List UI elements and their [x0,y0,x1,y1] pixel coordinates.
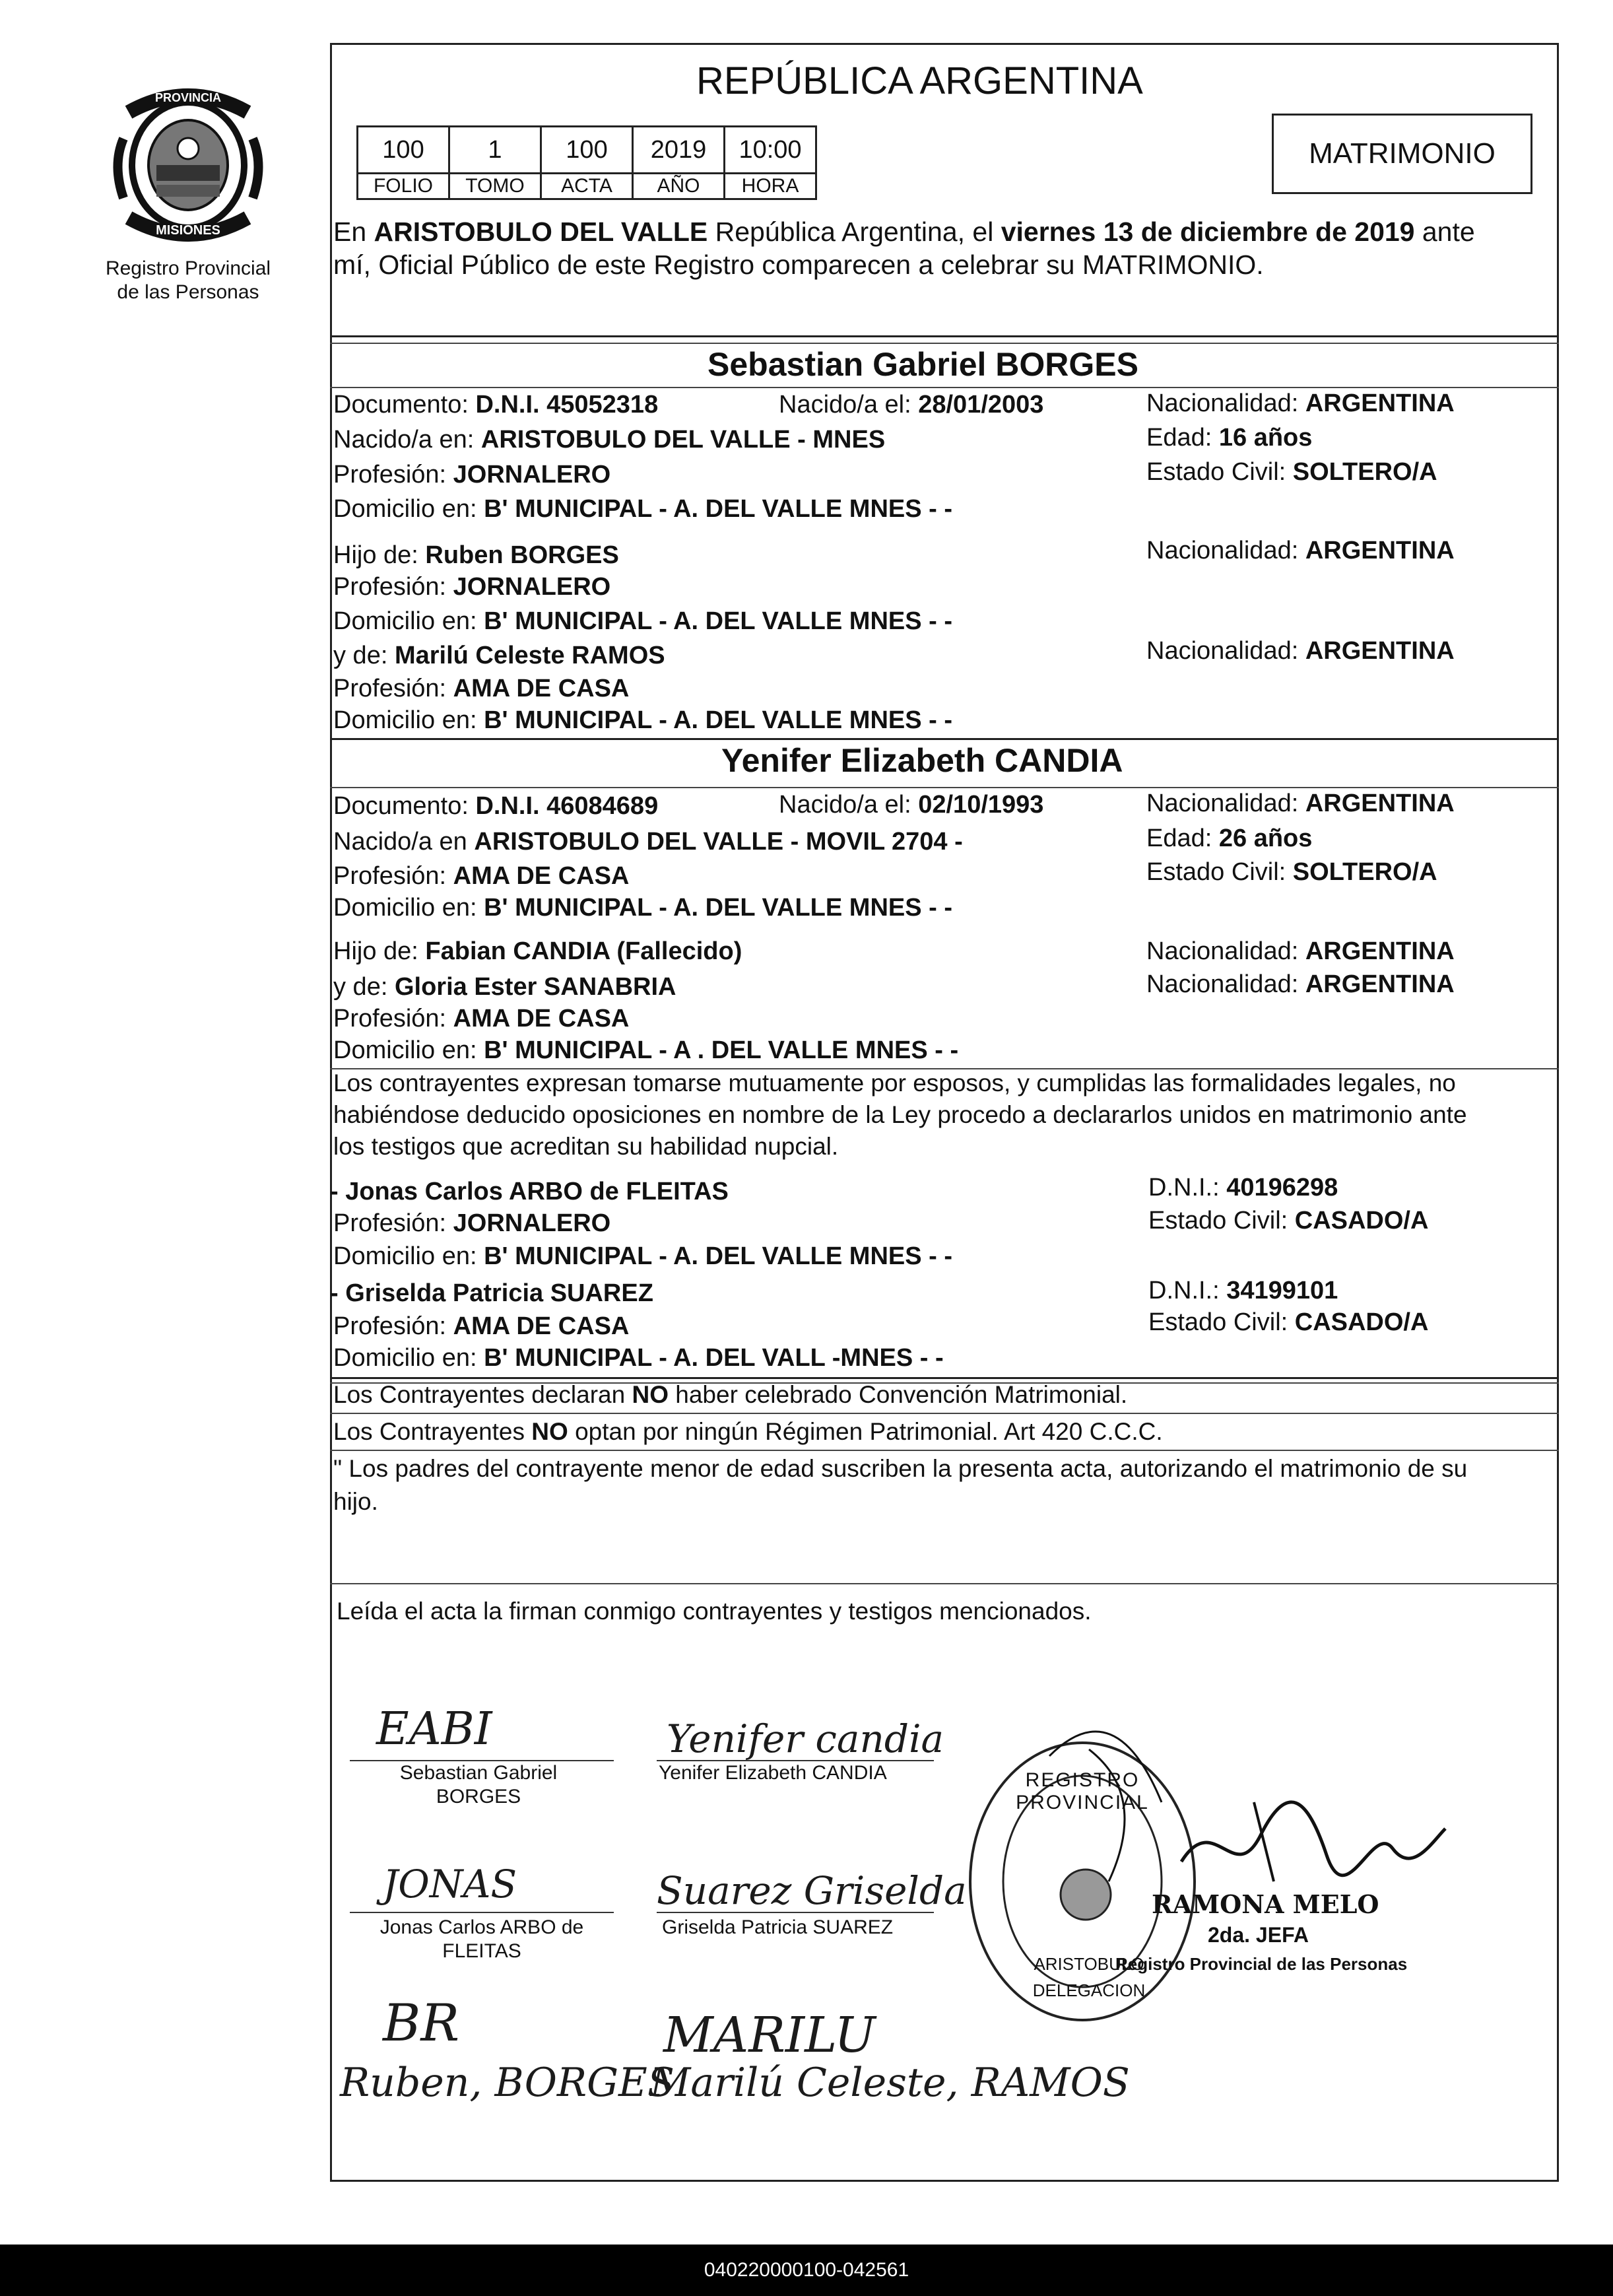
witness2-domicile: Domicilio en: B' MUNICIPAL - A. DEL VALL -MNES - - [333,1344,944,1372]
witness1-name: - Jonas Carlos ARBO de FLEITAS [330,1178,729,1205]
seal-caption-2: de las Personas [117,281,259,303]
sig1-caption-2: BORGES [436,1786,521,1807]
divider [330,335,1559,337]
seal-top-text: PROVINCIA DE [154,91,221,118]
divider [330,1450,1559,1451]
record-type-box [1272,114,1532,194]
witness1-civil-status: Estado Civil: CASADO/A [1148,1207,1429,1234]
record-type: MATRIMONIO [1309,137,1496,170]
signature-6: Ruben, BORGES [340,2060,675,2106]
stamp-inner-text-2: DELEGACION [1032,1980,1146,2000]
c1-age: Edad: 16 años [1146,424,1313,452]
signature-5: BR [383,1994,460,2053]
declaration-line-3: los testigos que acreditan su habilidad nupcial. [333,1133,839,1160]
witness2-profession: Profesión: AMA DE CASA [333,1312,630,1340]
c1-mother: y de: Marilú Celeste RAMOS [333,642,665,669]
signature-7: MARILU [663,2007,876,2064]
regime-line-2: Los Contrayentes NO optan por ningún Régimen Patrimonial. Art 420 C.C.C. [333,1418,1163,1445]
officer-name: RAMONA MELO [1152,1889,1379,1919]
c2-profession: Profesión: AMA DE CASA [333,862,630,890]
c1-mother-profession: Profesión: AMA DE CASA [333,675,630,702]
signature-1: EABI [376,1703,492,1755]
officer-role: 2da. JEFA [1208,1923,1309,1947]
seal-bottom-text: MISIONES [156,223,220,238]
c1-nationality: Nacionalidad: ARGENTINA [1146,389,1455,417]
hora-value: 10:00 [725,127,816,174]
page-title: REPÚBLICA ARGENTINA [696,59,1143,102]
c2-document: Documento: D.N.I. 46084689 [333,792,659,820]
stamp-ring-text: REGISTRO PROVINCIAL [1016,1769,1149,1813]
c2-nationality: Nacionalidad: ARGENTINA [1146,790,1455,817]
witness1-profession: Profesión: JORNALERO [333,1209,611,1237]
seal-caption-1: Registro Provincial [105,257,271,279]
signature-8: Marilú Celeste, RAMOS [650,2060,1130,2106]
registry-seal [109,86,267,251]
sig3-caption-2: FLEITAS [442,1940,521,1962]
intro-line-2: mí, Oficial Público de este Registro comparecen a celebrar su MATRIMONIO. [333,250,1264,280]
c1-document: Documento: D.N.I. 45052318 [333,391,659,419]
officer-signature [1175,1782,1452,1904]
note-line-1: " Los padres del contrayente menor de edad suscriben la presenta acta, autorizando el matrimonio de su [333,1455,1468,1482]
signature-line [350,1912,614,1913]
note-line-2: hijo. [333,1488,378,1515]
tomo-label: TOMO [449,174,541,199]
c1-profession: Profesión: JORNALERO [333,461,611,489]
acta-value: 100 [541,127,633,174]
intro-line-1: En ARISTOBULO DEL VALLE República Argentina, el viernes 13 de diciembre de 2019 ante [333,217,1475,247]
contrayente1-name: Sebastian Gabriel BORGES [708,346,1138,383]
signature-3: JONAS [383,1862,517,1907]
regime-line-1: Los Contrayentes declaran NO haber celebrado Convención Matrimonial. [333,1381,1128,1408]
folio-label: FOLIO [358,174,449,199]
c2-mother-profession: Profesión: AMA DE CASA [333,1005,630,1032]
folio-value: 100 [358,127,449,174]
hora-label: HORA [725,174,816,199]
c1-mother-nationality: Nacionalidad: ARGENTINA [1146,637,1455,665]
c2-born-on: Nacido/a el: 02/10/1993 [779,791,1044,819]
c2-father-nationality: Nacionalidad: ARGENTINA [1146,937,1455,965]
c1-born-on: Nacido/a el: 28/01/2003 [779,391,1044,419]
acta-label: ACTA [541,174,633,199]
divider [330,738,1559,740]
witness2-civil-status: Estado Civil: CASADO/A [1148,1308,1429,1336]
sig3-caption-1: Jonas Carlos ARBO de [379,1916,584,1938]
c1-domicile: Domicilio en: B' MUNICIPAL - A. DEL VALLE MNES - - [333,495,952,523]
c1-civil-status: Estado Civil: SOLTERO/A [1146,458,1437,486]
ano-label: AÑO [633,174,725,199]
divider [330,1583,1559,1584]
c2-domicile: Domicilio en: B' MUNICIPAL - A. DEL VALLE MNES - - [333,894,952,922]
divider [330,343,1559,344]
sig1-caption-1: Sebastian Gabriel [399,1762,558,1784]
declaration-line-2: habiéndose deducido oposiciones en nombre de la Ley procedo a declararlos unidos en matrimonio ante [333,1101,1467,1128]
divider [330,1413,1559,1414]
c2-mother-domicile: Domicilio en: B' MUNICIPAL - A . DEL VALLE MNES - - [333,1036,959,1064]
stamp-inner-text-1: ARISTOBULO [1034,1954,1144,1974]
c2-mother-nationality: Nacionalidad: ARGENTINA [1146,970,1455,998]
witness2-dni: D.N.I.: 34199101 [1148,1277,1338,1304]
c1-mother-domicile: Domicilio en: B' MUNICIPAL - A. DEL VALLE MNES - - [333,706,952,734]
ano-value: 2019 [633,127,725,174]
contrayente2-name: Yenifer Elizabeth CANDIA [721,742,1123,779]
c2-mother: y de: Gloria Ester SANABRIA [333,973,676,1001]
divider [330,1377,1559,1379]
sig4-caption: Griselda Patricia SUAREZ [662,1916,894,1938]
officer-office: Registro Provincial de las Personas [1115,1954,1408,1974]
c2-civil-status: Estado Civil: SOLTERO/A [1146,858,1437,886]
footer-code-bar [0,2245,1613,2296]
c2-father: Hijo de: Fabian CANDIA (Fallecido) [333,937,742,965]
witness1-domicile: Domicilio en: B' MUNICIPAL - A. DEL VALLE MNES - - [333,1242,952,1270]
signature-2: Yenifer candia [667,1716,944,1761]
sig2-caption: Yenifer Elizabeth CANDIA [659,1762,887,1784]
declaration-line-1: Los contrayentes expresan tomarse mutuamente por esposos, y cumplidas las formalidades legales, no [333,1069,1456,1097]
c1-born-in: Nacido/a en: ARISTOBULO DEL VALLE - MNES [333,426,886,454]
c1-father-nationality: Nacionalidad: ARGENTINA [1146,537,1455,564]
c2-age: Edad: 26 años [1146,825,1313,852]
officer-signature-scribble [1175,1782,1452,1901]
record-table [356,125,817,200]
closing-text: Leída el acta la firman conmigo contrayentes y testigos mencionados. [337,1598,1092,1625]
signature-line [657,1912,934,1913]
c1-father: Hijo de: Ruben BORGES [333,541,619,569]
footer-code: 040220000100-042561 [704,2259,909,2281]
c1-father-profession: Profesión: JORNALERO [333,573,611,601]
c2-born-in: Nacido/a en ARISTOBULO DEL VALLE - MOVIL 2704 - [333,828,963,856]
witness1-dni: D.N.I.: 40196298 [1148,1174,1338,1201]
tomo-value: 1 [449,127,541,174]
witness2-name: - Griselda Patricia SUAREZ [330,1279,653,1307]
c1-father-domicile: Domicilio en: B' MUNICIPAL - A. DEL VALLE MNES - - [333,607,952,635]
signature-4: Suarez Griselda [657,1868,967,1913]
